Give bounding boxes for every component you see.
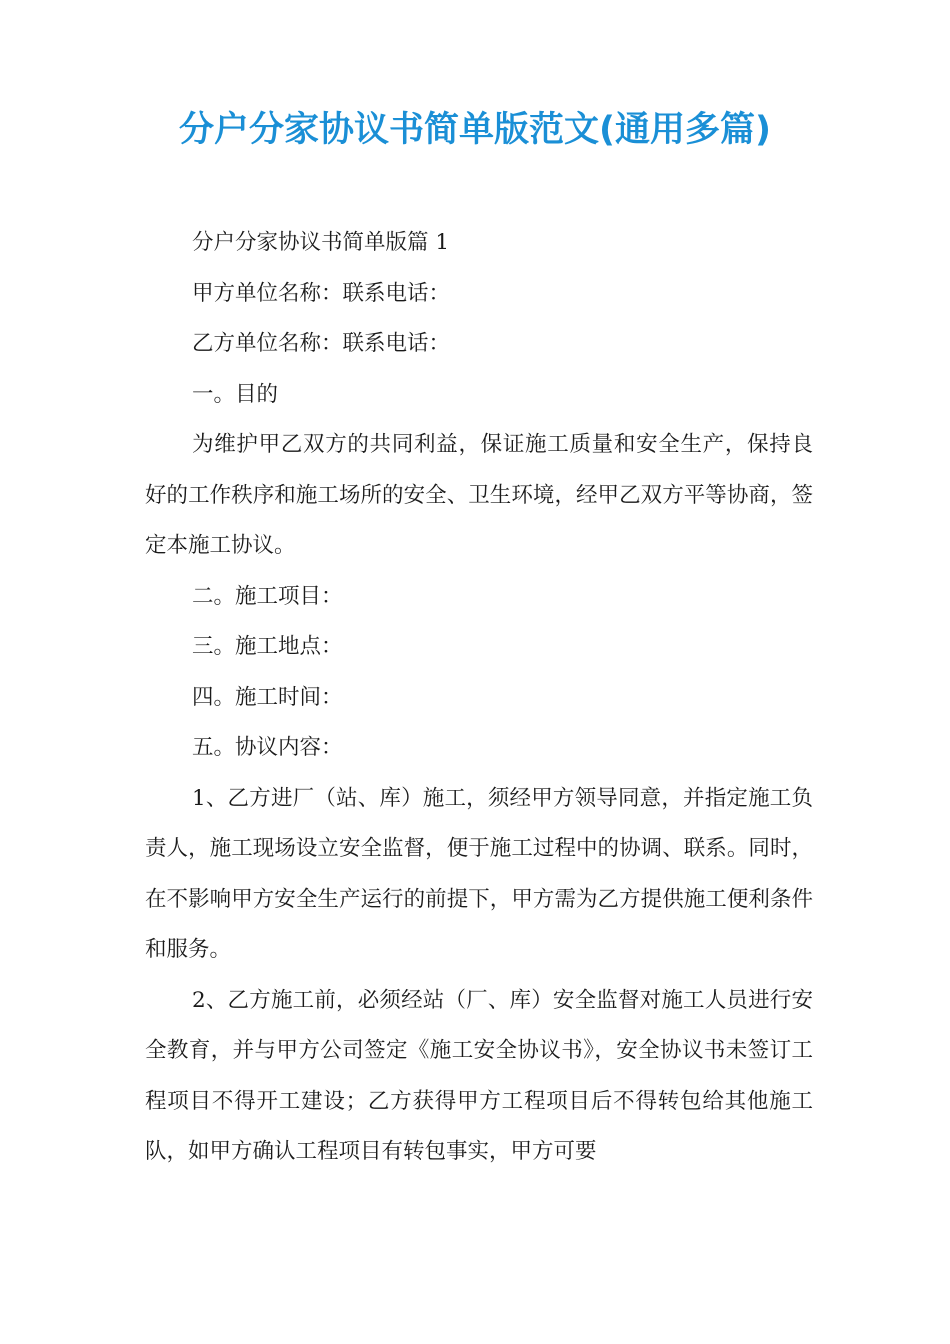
section-time-heading: 四。施工时间： [192,684,343,710]
section-purpose-heading: 一。目的 [192,381,279,407]
section-project-heading: 二。施工项目： [192,583,343,609]
document-body [145,218,813,1178]
clause-2-paragraph: 2、乙方施工前，必须经站（厂、库）安全监督对施工人员进行安全教育，并与甲方公司签定《施工安全协议书》，安全协议书未签订工程项目不得开工建设；乙方获得甲方工程项目后不得转包给其他施工队，如甲方确认工程项目有转包事实，甲方可要 [145,987,813,1164]
section-content-heading: 五。协议内容： [192,735,343,760]
clause-1-paragraph: 1、乙方进厂（站、库）施工，须经甲方领导同意，并指定施工负责人，施工现场设立安全监督，便于施工过程中的协调、联系。同时，在不影响甲方安全生产运行的前提下，甲方需为乙方提供施工便利条件和服务。 [145,785,813,962]
section-location-heading: 三。施工地点： [192,634,343,659]
document-title: 分户分家协议书简单版范文(通用多篇) [179,110,771,150]
purpose-paragraph: 为维护甲乙双方的共同利益，保证施工质量和安全生产，保持良好的工作秩序和施工场所的安全、卫生环境，经甲乙双方平等协商，签定本施工协议。 [145,432,813,558]
section-heading: 分户分家协议书简单版篇 1 [192,230,450,255]
party-a-line: 甲方单位名称：联系电话： [192,280,451,306]
party-b-line: 乙方单位名称：联系电话： [192,331,451,356]
